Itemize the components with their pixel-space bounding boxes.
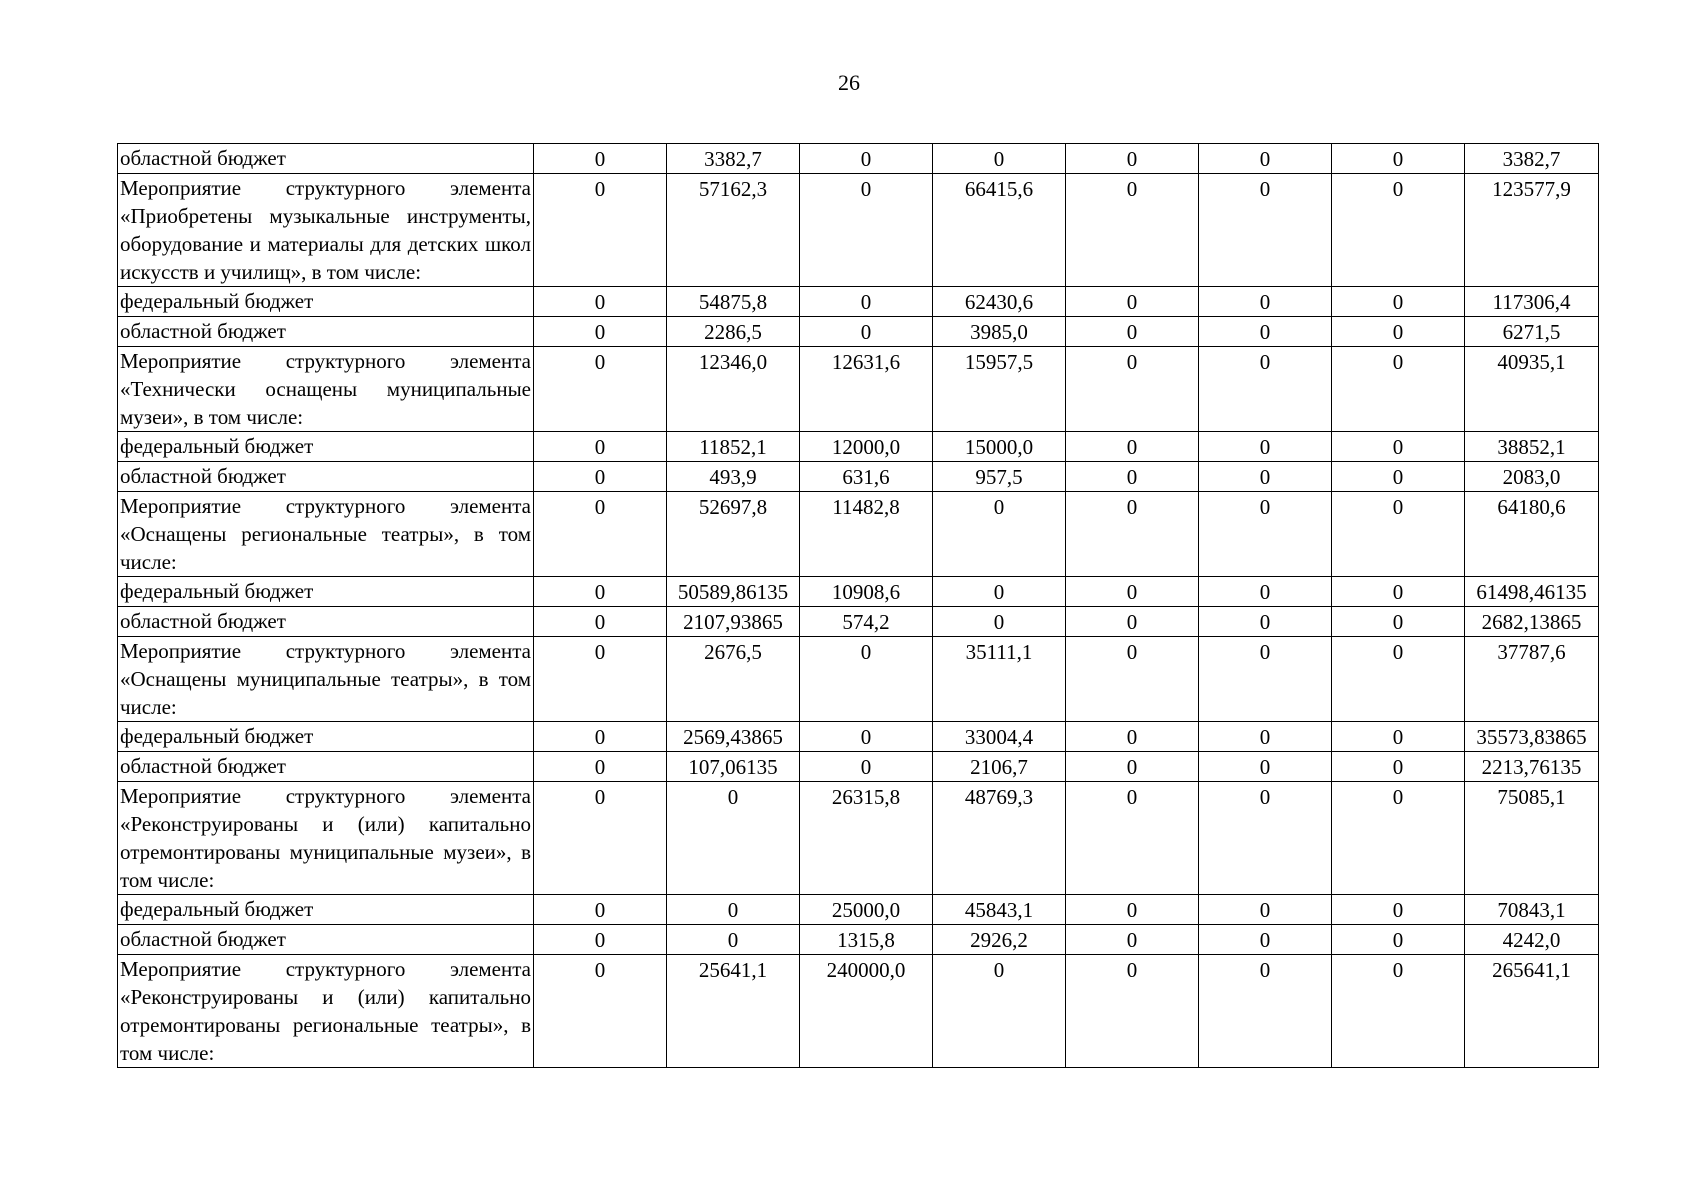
table-row (118, 637, 1599, 722)
value-cell: 0 (1332, 347, 1465, 432)
value-cell: 0 (1066, 752, 1199, 782)
value-cell: 70843,1 (1465, 895, 1599, 925)
value-cell: 123577,9 (1465, 174, 1599, 287)
table-row (118, 144, 1599, 174)
value-cell: 0 (1332, 752, 1465, 782)
value-cell: 0 (1332, 925, 1465, 955)
value-cell: 0 (800, 174, 933, 287)
value-cell: 0 (1332, 782, 1465, 895)
value-cell: 4242,0 (1465, 925, 1599, 955)
value-cell: 117306,4 (1465, 287, 1599, 317)
value-cell: 0 (1066, 347, 1199, 432)
value-cell: 0 (1066, 492, 1199, 577)
value-cell: 0 (1332, 955, 1465, 1068)
value-cell: 26315,8 (800, 782, 933, 895)
value-cell: 240000,0 (800, 955, 933, 1068)
value-cell: 0 (1066, 432, 1199, 462)
value-cell: 48769,3 (933, 782, 1066, 895)
row-label: областной бюджет (118, 925, 534, 955)
row-label: федеральный бюджет (118, 287, 534, 317)
value-cell: 3985,0 (933, 317, 1066, 347)
value-cell: 0 (1332, 432, 1465, 462)
value-cell: 0 (534, 492, 667, 577)
value-cell: 957,5 (933, 462, 1066, 492)
value-cell: 0 (1066, 637, 1199, 722)
row-label: федеральный бюджет (118, 577, 534, 607)
value-cell: 12631,6 (800, 347, 933, 432)
value-cell: 0 (534, 895, 667, 925)
value-cell: 0 (667, 895, 800, 925)
value-cell: 0 (1066, 174, 1199, 287)
value-cell: 0 (534, 722, 667, 752)
value-cell: 0 (1199, 492, 1332, 577)
value-cell: 0 (534, 637, 667, 722)
value-cell: 11482,8 (800, 492, 933, 577)
value-cell: 0 (1332, 174, 1465, 287)
row-label: областной бюджет (118, 752, 534, 782)
value-cell: 38852,1 (1465, 432, 1599, 462)
value-cell: 0 (1332, 287, 1465, 317)
value-cell: 0 (1066, 607, 1199, 637)
value-cell: 66415,6 (933, 174, 1066, 287)
value-cell: 0 (1199, 174, 1332, 287)
budget-table-body (118, 144, 1599, 1068)
value-cell: 2286,5 (667, 317, 800, 347)
value-cell: 0 (534, 925, 667, 955)
value-cell: 0 (667, 925, 800, 955)
value-cell: 0 (1332, 462, 1465, 492)
table-row (118, 317, 1599, 347)
value-cell: 0 (1066, 144, 1199, 174)
page-number: 26 (838, 70, 860, 95)
row-label: областной бюджет (118, 462, 534, 492)
value-cell: 0 (1066, 287, 1199, 317)
value-cell: 2926,2 (933, 925, 1066, 955)
value-cell: 10908,6 (800, 577, 933, 607)
value-cell: 0 (534, 607, 667, 637)
value-cell: 0 (1332, 492, 1465, 577)
value-cell: 11852,1 (667, 432, 800, 462)
value-cell: 2106,7 (933, 752, 1066, 782)
row-label: Мероприятие структурного элемента «Технически оснащены муниципальные музеи», в том числе: (118, 347, 534, 432)
value-cell: 0 (933, 492, 1066, 577)
value-cell: 12346,0 (667, 347, 800, 432)
table-row (118, 287, 1599, 317)
row-label: федеральный бюджет (118, 895, 534, 925)
value-cell: 0 (800, 144, 933, 174)
value-cell: 25000,0 (800, 895, 933, 925)
value-cell: 0 (1332, 722, 1465, 752)
value-cell: 0 (1199, 752, 1332, 782)
value-cell: 0 (1066, 925, 1199, 955)
table-row (118, 925, 1599, 955)
value-cell: 0 (800, 637, 933, 722)
value-cell: 35111,1 (933, 637, 1066, 722)
value-cell: 0 (534, 144, 667, 174)
table-row (118, 782, 1599, 895)
value-cell: 265641,1 (1465, 955, 1599, 1068)
value-cell: 6271,5 (1465, 317, 1599, 347)
value-cell: 107,06135 (667, 752, 800, 782)
value-cell: 3382,7 (667, 144, 800, 174)
table-row (118, 895, 1599, 925)
value-cell: 0 (800, 722, 933, 752)
value-cell: 631,6 (800, 462, 933, 492)
value-cell: 12000,0 (800, 432, 933, 462)
value-cell: 0 (534, 287, 667, 317)
value-cell: 0 (534, 317, 667, 347)
value-cell: 0 (534, 432, 667, 462)
value-cell: 0 (800, 752, 933, 782)
table-row (118, 492, 1599, 577)
value-cell: 0 (1332, 577, 1465, 607)
value-cell: 0 (1199, 287, 1332, 317)
value-cell: 0 (1199, 722, 1332, 752)
row-label: федеральный бюджет (118, 722, 534, 752)
value-cell: 50589,86135 (667, 577, 800, 607)
row-label: областной бюджет (118, 144, 534, 174)
value-cell: 0 (1332, 317, 1465, 347)
value-cell: 2682,13865 (1465, 607, 1599, 637)
value-cell: 57162,3 (667, 174, 800, 287)
value-cell: 0 (534, 752, 667, 782)
table-row (118, 462, 1599, 492)
value-cell: 0 (1332, 607, 1465, 637)
value-cell: 0 (1199, 895, 1332, 925)
value-cell: 0 (534, 347, 667, 432)
value-cell: 0 (1199, 144, 1332, 174)
value-cell: 0 (1199, 577, 1332, 607)
value-cell: 0 (1199, 462, 1332, 492)
value-cell: 0 (1199, 782, 1332, 895)
value-cell: 25641,1 (667, 955, 800, 1068)
value-cell: 62430,6 (933, 287, 1066, 317)
value-cell: 0 (1066, 895, 1199, 925)
value-cell: 0 (1066, 782, 1199, 895)
row-label: федеральный бюджет (118, 432, 534, 462)
value-cell: 0 (1066, 722, 1199, 752)
value-cell: 0 (933, 577, 1066, 607)
row-label: Мероприятие структурного элемента «Реконструированы и (или) капитально отремонтированы муниципальные музеи», в том числе: (118, 782, 534, 895)
value-cell: 64180,6 (1465, 492, 1599, 577)
row-label: Мероприятие структурного элемента «Приобретены музыкальные инструменты, оборудование и материалы для детских школ искусств и училищ», в том числе: (118, 174, 534, 287)
value-cell: 0 (534, 174, 667, 287)
value-cell: 0 (1332, 144, 1465, 174)
table-row (118, 347, 1599, 432)
value-cell: 0 (1066, 577, 1199, 607)
value-cell: 35573,83865 (1465, 722, 1599, 752)
value-cell: 0 (800, 317, 933, 347)
value-cell: 0 (1199, 432, 1332, 462)
value-cell: 0 (933, 955, 1066, 1068)
value-cell: 493,9 (667, 462, 800, 492)
value-cell: 0 (1066, 462, 1199, 492)
value-cell: 40935,1 (1465, 347, 1599, 432)
value-cell: 37787,6 (1465, 637, 1599, 722)
value-cell: 574,2 (800, 607, 933, 637)
value-cell: 0 (1332, 895, 1465, 925)
value-cell: 0 (534, 577, 667, 607)
value-cell: 0 (1199, 637, 1332, 722)
value-cell: 75085,1 (1465, 782, 1599, 895)
value-cell: 0 (933, 607, 1066, 637)
value-cell: 0 (534, 782, 667, 895)
value-cell: 0 (667, 782, 800, 895)
value-cell: 0 (1066, 955, 1199, 1068)
value-cell: 0 (534, 955, 667, 1068)
value-cell: 0 (534, 462, 667, 492)
value-cell: 0 (1332, 637, 1465, 722)
table-row (118, 577, 1599, 607)
value-cell: 0 (1199, 317, 1332, 347)
value-cell: 61498,46135 (1465, 577, 1599, 607)
value-cell: 15957,5 (933, 347, 1066, 432)
table-row (118, 174, 1599, 287)
table-row (118, 432, 1599, 462)
value-cell: 2213,76135 (1465, 752, 1599, 782)
row-label: Мероприятие структурного элемента «Реконструированы и (или) капитально отремонтированы региональные театры», в том числе: (118, 955, 534, 1068)
value-cell: 45843,1 (933, 895, 1066, 925)
budget-table (117, 143, 1599, 1068)
value-cell: 0 (800, 287, 933, 317)
value-cell: 2083,0 (1465, 462, 1599, 492)
value-cell: 2107,93865 (667, 607, 800, 637)
row-label: Мероприятие структурного элемента «Оснащены муниципальные театры», в том числе: (118, 637, 534, 722)
value-cell: 15000,0 (933, 432, 1066, 462)
value-cell: 0 (1199, 955, 1332, 1068)
row-label: Мероприятие структурного элемента «Оснащены региональные театры», в том числе: (118, 492, 534, 577)
table-row (118, 607, 1599, 637)
value-cell: 1315,8 (800, 925, 933, 955)
value-cell: 54875,8 (667, 287, 800, 317)
value-cell: 3382,7 (1465, 144, 1599, 174)
value-cell: 0 (1199, 607, 1332, 637)
value-cell: 0 (933, 144, 1066, 174)
row-label: областной бюджет (118, 317, 534, 347)
value-cell: 0 (1199, 925, 1332, 955)
value-cell: 52697,8 (667, 492, 800, 577)
table-row (118, 722, 1599, 752)
value-cell: 2676,5 (667, 637, 800, 722)
table-row (118, 955, 1599, 1068)
row-label: областной бюджет (118, 607, 534, 637)
value-cell: 0 (1066, 317, 1199, 347)
value-cell: 2569,43865 (667, 722, 800, 752)
table-row (118, 752, 1599, 782)
value-cell: 33004,4 (933, 722, 1066, 752)
value-cell: 0 (1199, 347, 1332, 432)
